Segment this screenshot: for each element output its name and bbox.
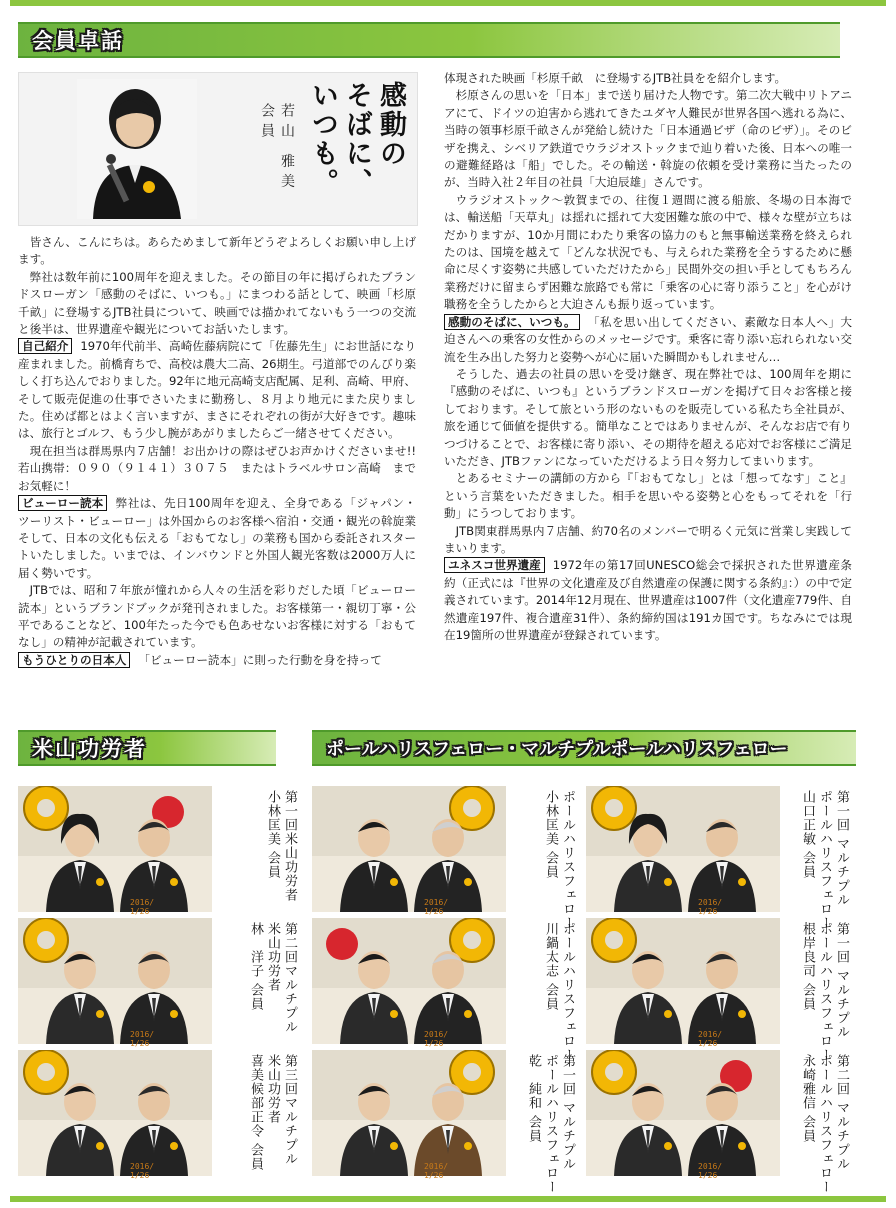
speaker-photo <box>77 79 197 219</box>
contact-paragraph: 現在担当は群馬県内７店舗！お出かけの際はぜひお声かけくださいませ!! 若山携帯：０９０（９１４１）３０７５ またはトラベルサロン高崎 までお気軽に！ <box>18 443 428 493</box>
always-paragraph <box>444 314 852 366</box>
bureau-label: ビューロー読本 <box>18 495 107 511</box>
seminar-paragraph: とあるセミナーの講師の方から『「おもてなし」とは「想ってなす」こと』という言葉をいただきました。相手を思いやる姿勢と心をもってそれを「行動」にうつしております。 <box>444 471 852 521</box>
photo-date-stamp: 2016/ 1/26 <box>424 1030 449 1048</box>
award-caption: ポールハリスフェロー 川鍋太志 会員 <box>543 922 575 1062</box>
photo-date-stamp: 2016/ 1/26 <box>698 1030 723 1048</box>
another-paragraph <box>18 652 416 669</box>
bureau-paragraph <box>18 495 416 582</box>
talk-header-box <box>18 72 418 226</box>
yoneyama-section-header <box>18 730 276 766</box>
award-caption: ポールハリスフェロー 小林匡美 会員 <box>543 790 575 930</box>
jtb-paragraph: JTBでは、昭和７年旅が憧れから人々の生活を彩りだした頃「ビューロー読本」というブランドブックが発刊されました。お客様第一・親切丁寧・公平であることなど、100年たった今でも色あせないお客様に対する「おもてなし」の精神が記載されています。 <box>18 583 416 650</box>
paul-harris-section-header <box>312 730 856 766</box>
award-photo <box>312 918 506 1044</box>
award-caption: 第二回マルチプル 米山功労者 林 洋子 会員 <box>248 922 297 1034</box>
talk-column-right <box>444 70 852 644</box>
talk-catchphrase: 感動の そばに、 いつも。 <box>307 81 406 197</box>
award-photo <box>18 786 212 912</box>
photo-date-stamp: 2016/ 1/26 <box>130 1162 155 1180</box>
award-photo <box>312 1050 506 1176</box>
award-photo <box>586 786 780 912</box>
award-caption: 第一回 マルチプル ポールハリスフェロー 山口正敏 会員 <box>800 790 849 930</box>
stores-paragraph: JTB関東群馬県内７店舗、約70名のメンバーで明るく元気に営業し実践してまいります。 <box>444 523 852 555</box>
another-label: もうひとりの日本人 <box>18 652 130 668</box>
award-caption: 第一回 マルチプル ポールハリスフェロー 根岸良司 会員 <box>800 922 849 1062</box>
award-photo <box>586 918 780 1044</box>
unesco-text: 1972年の第17回UNESCO総会で採択された世界遺産条約（正式には『世界の文化遺産及び自然遺産の保護に関する条約』：）の中で定義されています。2014年12月現在、世界遺産は1007件（文化遺産779件、自然遺産197件、複合遺産31件）、条約締約国は191カ国です。ちなみにでは現在19箇所の世界遺産が登録されています。 <box>444 558 852 642</box>
voyage-paragraph: ウラジオストック～敦賀までの、往復１週間に渡る船旅、冬場の日本海では、輸送船「天草丸」は揺れに揺れて大変困難な旅の中で、様々な壁が立ちはだかりますが、10か月間にわたり乗客の協力のもと無事輸送業務を終えられたのは、国境を越えて「どんな状況でも、与えられた業務を全うするために懸命に尽くす姿勢に共感していただけたから」民間外交の担い手としてもちろん業務だけに留まらず困難な旅路でも常に「乗客の心に寄り添うこと」を心がけ職務を全うしたからと大迫さんも振り返っています。 <box>444 192 852 312</box>
sugihara-paragraph: 杉原さんの思いを「日本」まで送り届けた人物です。第二次大戦中リトアニアにて、ドイツの迫害から逃れてきたユダヤ人難民が世界各国へ逃れる為に、当時の領事杉原千畝さんが発給し続けた「日本通過ビザ（命のビザ）」。そのビザを携え、シベリア鉄道でウラジオストックまで辿り着いた後、日本への唯一の避難経路は「船」でした。その輸送・斡旋の依頼を受け業務に当たったのが、当時入社２年目の社員「大迫辰雄」さんです。 <box>444 88 852 190</box>
award-photo <box>18 918 212 1044</box>
photo-date-stamp: 2016/ 1/26 <box>698 1162 723 1180</box>
photo-date-stamp: 2016/ 1/26 <box>130 1030 155 1048</box>
self-intro-paragraph <box>18 338 416 442</box>
award-photo <box>586 1050 780 1176</box>
unesco-label: ユネスコ世界遺産 <box>444 557 545 573</box>
always-label: 感動のそばに、いつも。 <box>444 314 580 330</box>
legacy-paragraph: そうした、過去の社員の思いを受け継ぎ、現在弊社では、100周年を期に『感動のそばに、いつも』というブランドスローガンを掲げて日々お客様と接しております。そして旅という形のないものを販売している私たち全社員が、旅を通じて価値を提供する。簡単なことではありませんが、そんなお店で有りつづけることで、お客様に寄り添い、その期待を超える応対でお客様にご満足いただき、JTBファンになっていただけるよう日々努力してまいります。 <box>444 366 852 468</box>
award-caption: 第一回 マルチプル ポールハリスフェロー 乾 純和 会員 <box>526 1054 575 1194</box>
photo-date-stamp: 2016/ 1/26 <box>424 898 449 916</box>
self-intro-text: 1970年代前半、高崎佐藤病院にて「佐藤先生」にお世話になり産まれました。前橋育ちで、高校は農大二高、26期生。弓道部でのんびり楽しく打ち込んでおりました。92年に地元高崎支店配属、足利、高崎、甲府、そして販売促進の仕事でさいたまに勤務し、８月より地元にまた戻りました。住めば都とはよく言いますが、まさにそれぞれの街が大好きです。趣味は、旅行とゴルフ、もう少し腕があがりましたらご一緒させてください。 <box>18 339 416 441</box>
award-photo <box>312 786 506 912</box>
photo-date-stamp: 2016/ 1/26 <box>424 1162 449 1180</box>
unesco-paragraph <box>444 557 852 644</box>
award-caption: 第三回マルチプル 米山功労者 喜美候部正令 会員 <box>248 1054 297 1172</box>
paul-harris-section-title: ポールハリスフェロー・マルチプルポールハリスフェロー <box>326 739 788 760</box>
always-text: 「私を思い出してください、素敵な日本人へ」大迫さんへの乗客の女性からのメッセージです。乗客に寄り添い忘れられない交流を生み出した努力と姿勢へが心に届いた瞬間かもしれません… <box>444 314 852 364</box>
another-text: 「ビューロー読本」に則った行動を身を持って <box>138 652 382 667</box>
talk-greeting: 皆さん、こんにちは。あらためまして新年どうぞよろしくお願い申し上げます。 <box>18 235 416 267</box>
talk-section-header <box>18 22 840 58</box>
talk-section-title: 会員卓話 <box>32 29 124 53</box>
award-caption: 第一回米山功労者 小林匡美 会員 <box>265 790 297 902</box>
bottom-green-band <box>10 1196 886 1202</box>
talk-intro: 弊社は数年前に100周年を迎えました。その節目の年に掲げられたブランドスローガン「感動のそばに、いつも。」にまつわる話として、映画「杉原千畝」に登場するJTB社員について、映画では描かれてないもう一つの交流と後半は、世界遺産や観光についてお話いたします。 <box>18 269 416 337</box>
top-green-band <box>10 0 886 6</box>
talk-column-left <box>18 234 428 669</box>
bureau-text: 弊社は、先日100周年を迎え、全身である「ジャパン・ツーリスト・ビューロー」は外国からのお客様へ宿泊・交通・観光の斡旋業そして、日本の文化も伝える「おもてなし」の業務も国から委託されスタートいたしました。いまでは、インバウンドと外国人観光客数は2000万人に届く勢いです。 <box>18 496 416 580</box>
photo-date-stamp: 2016/ 1/26 <box>698 898 723 916</box>
self-intro-label: 自己紹介 <box>18 338 72 354</box>
award-caption: 第二回 マルチプル ポールハリスフェロー 永崎雅信 会員 <box>800 1054 849 1194</box>
speaker-name: 若山 雅美 会員 <box>259 103 295 194</box>
photo-date-stamp: 2016/ 1/26 <box>130 898 155 916</box>
yoneyama-section-title: 米山功労者 <box>32 737 147 761</box>
award-photo <box>18 1050 212 1176</box>
col2-first-line: 体現された映画「杉原千畝 に登場するJTB社員をを紹介します。 <box>444 71 787 85</box>
